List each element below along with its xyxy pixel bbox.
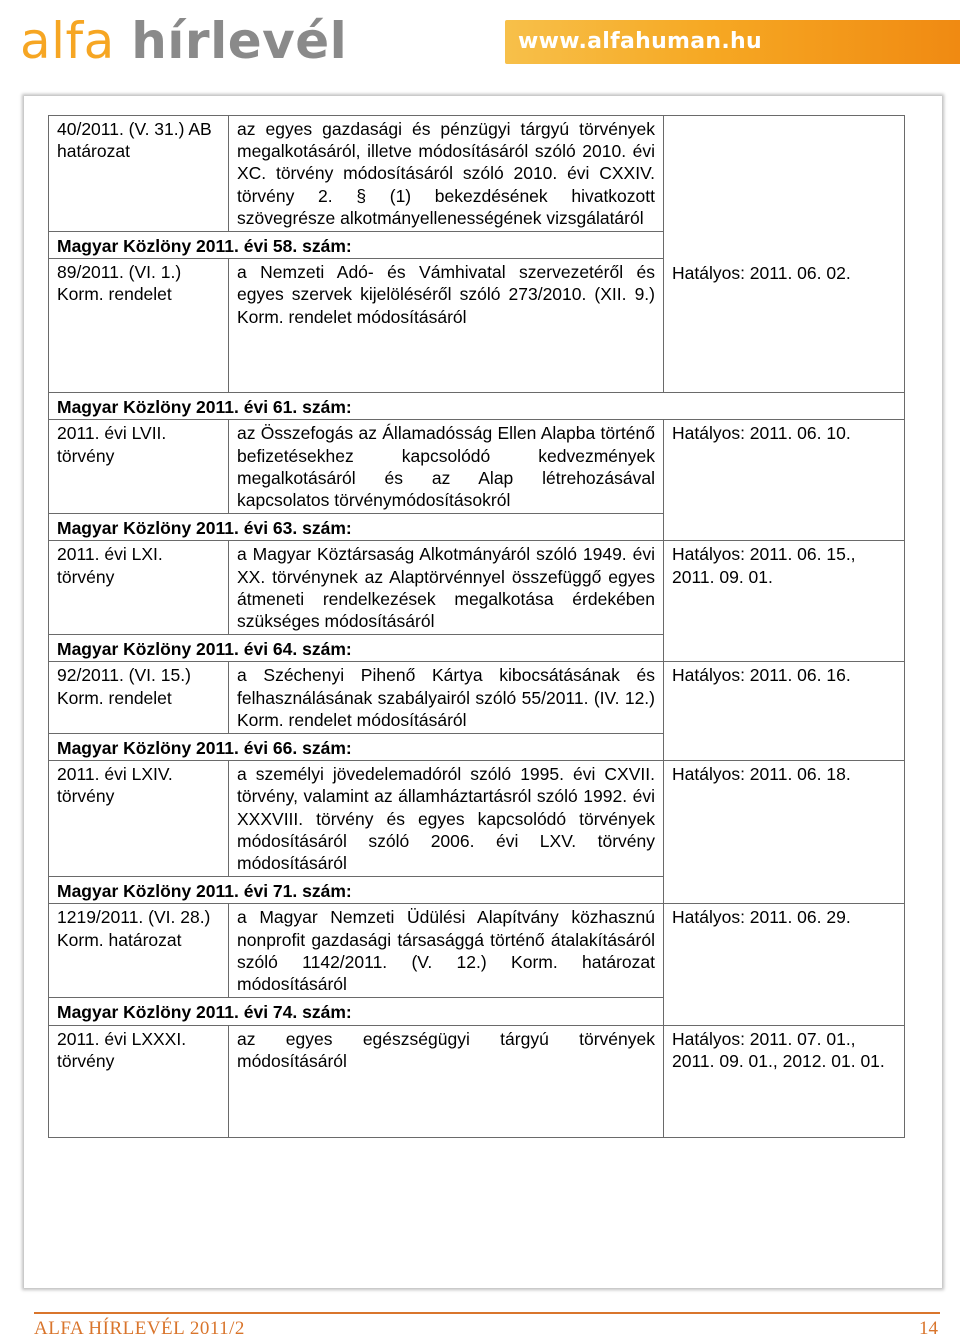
gazette-heading: Magyar Közlöny 2011. évi 66. szám: xyxy=(49,734,664,761)
table-row xyxy=(49,420,905,514)
page-number: 14 xyxy=(919,1318,938,1339)
table-row xyxy=(49,116,905,232)
effective-date: Hatályos: 2011. 06. 16. xyxy=(664,662,905,761)
law-description: az egyes egészségügyi tárgyú törvények módosításáról xyxy=(229,1025,664,1137)
effective-date: Hatályos: 2011. 06. 10. xyxy=(664,420,905,541)
gazette-heading: Magyar Közlöny 2011. évi 58. szám: xyxy=(49,232,664,259)
effective-date: Hatályos: 2011. 06. 29. xyxy=(664,904,905,1025)
gazette-heading: Magyar Közlöny 2011. évi 63. szám: xyxy=(49,514,664,541)
law-reference: 40/2011. (V. 31.) AB határozat xyxy=(49,116,229,232)
footer-divider xyxy=(34,1312,940,1314)
law-reference: 2011. évi LVII. törvény xyxy=(49,420,229,514)
table-row xyxy=(49,541,905,635)
alfa-hirlevel-logo xyxy=(20,6,347,76)
gazette-heading: Magyar Közlöny 2011. évi 64. szám: xyxy=(49,635,664,662)
effective-date: Hatályos: 2011. 06. 02. xyxy=(672,262,851,283)
law-reference: 89/2011. (VI. 1.) Korm. rendelet xyxy=(49,259,229,393)
law-reference: 92/2011. (VI. 15.) Korm. rendelet xyxy=(49,662,229,734)
footer-newsletter-issue: ALFA HÍRLEVÉL 2011/2 xyxy=(34,1318,245,1339)
effective-date: Hatályos: 2011. 06. 15., 2011. 09. 01. xyxy=(664,541,905,662)
law-reference: 1219/2011. (VI. 28.) Korm. határozat xyxy=(49,904,229,998)
effective-date: Hatályos: 2011. 06. 18. xyxy=(664,761,905,904)
logo-alfa-text: alfa xyxy=(20,12,115,70)
effective-date xyxy=(664,116,905,393)
header-banner xyxy=(0,0,960,82)
law-description: a Magyar Nemzeti Üdülési Alapítvány közhasznú nonprofit gazdasági társasággá történő átalakításáról szóló 1142/2011. (V. 12.) Korm. határozat módosításáról xyxy=(229,904,664,998)
gazette-heading: Magyar Közlöny 2011. évi 61. szám: xyxy=(49,393,905,420)
gazette-heading: Magyar Közlöny 2011. évi 71. szám: xyxy=(49,877,664,904)
effective-date: Hatályos: 2011. 07. 01., 2011. 09. 01., 2012. 01. 01. xyxy=(664,1025,905,1137)
table-row xyxy=(49,1025,905,1137)
logo-hirlevel-text: hírlevél xyxy=(131,12,348,70)
law-description: a Nemzeti Adó- és Vámhivatal szervezetéről és egyes szervek kijelöléséről szóló 273/2010. (XII. 9.) Korm. rendelet módosításáról xyxy=(229,259,664,393)
law-reference: 2011. évi LXI. törvény xyxy=(49,541,229,635)
law-description: a Széchenyi Pihenő Kártya kibocsátásának és felhasználásának szabályairól szóló 55/2011. (IV. 12.) Korm. rendelet módosításáról xyxy=(229,662,664,734)
law-description: az egyes gazdasági és pénzügyi tárgyú törvények megalkotásáról, illetve módosításáról szóló 2010. évi XC. törvény módosításáról szóló 2010. évi CXXIV. törvény 2. § (1) bekezdésének hivatkozott szövegrésze alkotmányellenességének vizsgálatáról xyxy=(229,116,664,232)
law-reference: 2011. évi LXXXI. törvény xyxy=(49,1025,229,1137)
law-description: a személyi jövedelemadóról szóló 1995. évi CXVII. törvény, valamint az államháztartásról szóló 1992. évi XXXVIII. törvény és egyes kapcsolódó törvények módosításáról szóló 2006. évi LXV. törvény módosításáról xyxy=(229,761,664,877)
table-row xyxy=(49,662,905,734)
law-description: az Összefogás az Államadósság Ellen Alapba történő befizetésekhez kapcsolódó kedvezmények megalkotásáról és az Alap létrehozásával kapcsolatos törvénymódosításokról xyxy=(229,420,664,514)
law-reference: 2011. évi LXIV. törvény xyxy=(49,761,229,877)
gazette-heading: Magyar Közlöny 2011. évi 74. szám: xyxy=(49,998,664,1025)
gazette-heading-row xyxy=(49,393,905,420)
law-description: a Magyar Köztársaság Alkotmányáról szóló 1949. évi XX. törvénynek az Alaptörvénnyel összefüggő egyes átmeneti rendelkezések megalkotása érdekében szükséges módosításáról xyxy=(229,541,664,635)
table-row xyxy=(49,761,905,877)
website-url[interactable]: www.alfahuman.hu xyxy=(518,29,762,54)
table-row xyxy=(49,904,905,998)
